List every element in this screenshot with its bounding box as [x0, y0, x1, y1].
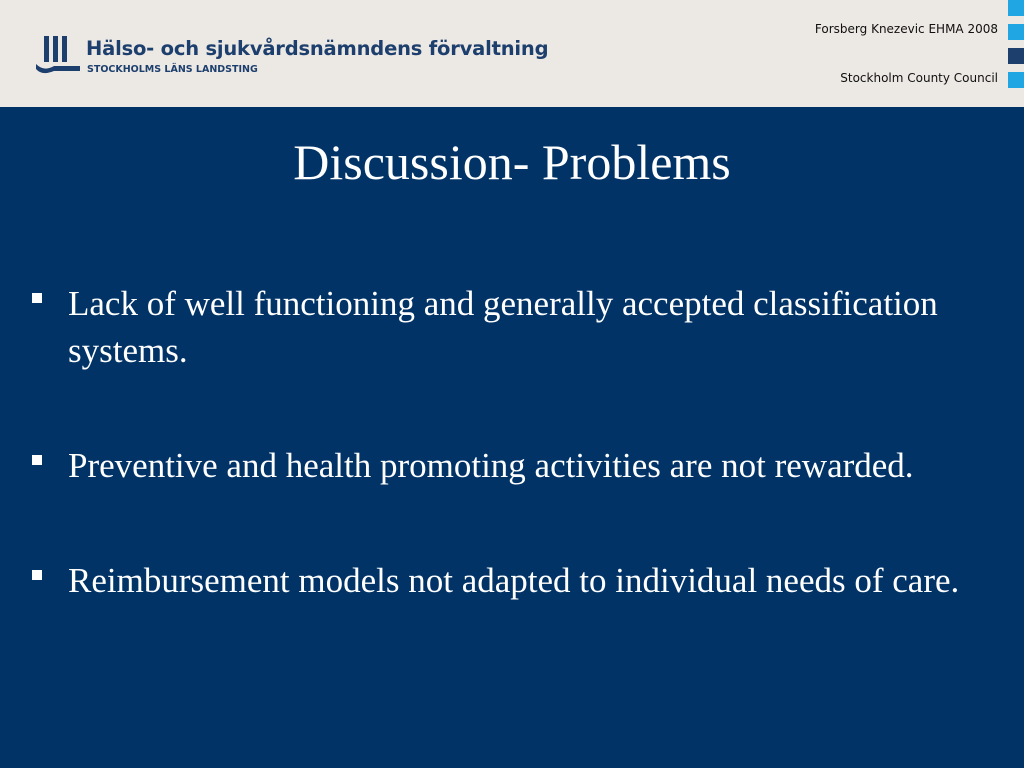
bullet-text: Reimbursement models not adapted to individual needs of care.	[68, 561, 960, 600]
bullet-text: Lack of well functioning and generally accepted classification systems.	[68, 284, 938, 370]
org-name: Hälso- och sjukvårdsnämndens förvaltning	[86, 37, 549, 60]
header-bar	[0, 0, 1024, 107]
accent-square	[1008, 0, 1024, 16]
bullet-item	[30, 557, 1005, 604]
square-bullet-icon	[32, 293, 42, 303]
square-bullet-icon	[32, 455, 42, 465]
bullet-item	[30, 442, 1005, 489]
bullet-list	[30, 280, 1005, 672]
square-bullet-icon	[32, 570, 42, 580]
org-subtitle: STOCKHOLMS LÄNS LANDSTING	[87, 64, 258, 75]
bullet-item	[30, 280, 1005, 374]
slide-title: Discussion- Problems	[293, 134, 731, 190]
author-line: Forsberg Knezevic EHMA 2008	[814, 22, 998, 36]
bullet-text: Preventive and health promoting activities are not rewarded.	[68, 446, 914, 485]
accent-square	[1008, 72, 1024, 88]
accent-square	[1008, 48, 1024, 64]
accent-square	[1008, 24, 1024, 40]
council-name: Stockholm County Council	[840, 71, 998, 85]
jll-logo-icon	[36, 36, 80, 74]
